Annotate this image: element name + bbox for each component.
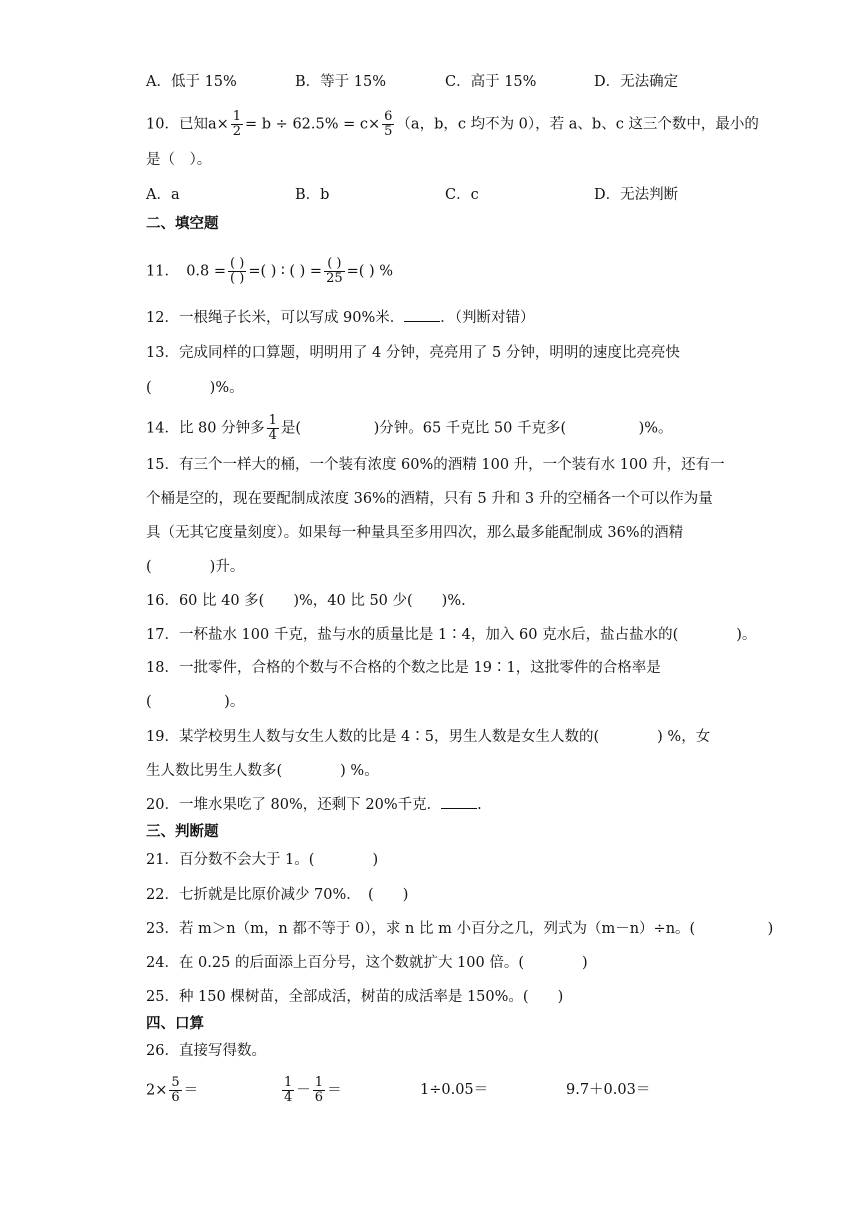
q18-line1: 18．一批零件，合格的个数与不合格的个数之比是 19∶1，这批零件的合格率是	[146, 660, 661, 676]
answer-blank[interactable]	[404, 309, 440, 322]
q15-line4: ( )升。	[146, 559, 245, 575]
q15-line3: 具（无其它度量刻度）。如果每一种量具至多用四次，那么最多能配制成 36%的酒精	[146, 525, 684, 541]
q26-e2-post: ＝	[327, 1082, 342, 1099]
q9-option-b: B．等于 15%	[295, 74, 386, 90]
q12-text: 12．一根绳子长米，可以写成 90%米．	[146, 310, 405, 326]
q10-option-b: B．b	[295, 187, 330, 203]
q26-title: 26．直接写得数。	[146, 1043, 266, 1059]
q26-e2-op: －	[296, 1082, 311, 1099]
section-heading-fill-blank: 二、填空题	[146, 216, 219, 232]
q19-line2: 生人数比男生人数多( ) %。	[146, 763, 379, 779]
q26-e1-num: 5	[171, 1075, 180, 1090]
question-14	[146, 414, 673, 443]
q10-f2-den: 5	[384, 124, 393, 139]
q11-f1-den: ( )	[230, 271, 245, 286]
q14-prefix: 14．比 80 分钟多	[146, 420, 265, 437]
q14-suffix: 是( )分钟。65 千克比 50 千克多( )%。	[280, 420, 673, 437]
q14-f-den: 4	[268, 428, 277, 443]
q20-tail: .	[477, 797, 482, 813]
q10-option-d: D．无法判断	[594, 187, 679, 203]
q10-mid: = b ÷ 62.5% = c×	[245, 116, 381, 133]
q26-e1-den: 6	[171, 1090, 180, 1105]
q15-line1: 15．有三个一样大的桶，一个装有浓度 60%的酒精 100 升，一个装有水 100 升，还有一	[146, 457, 725, 473]
q26-e1-pre: 2×	[146, 1082, 168, 1099]
q18-line2: ( )。	[146, 694, 245, 710]
question-12	[146, 308, 535, 328]
q15-line2: 个桶是空的，现在要配制成浓度 36%的酒精，只有 5 升和 3 升的空桶各一个可以作为量	[146, 491, 713, 507]
question-23: 23．若 m＞n（m，n 都不等于 0），求 n 比 m 小百分之几，列式为（m－n）÷n。( )	[146, 921, 774, 937]
question-22: 22．七折就是比原价减少 70%． ( )	[146, 887, 409, 903]
q13-line2: ( )%。	[146, 380, 244, 396]
q26-e2-fraction-2	[313, 1076, 325, 1105]
q26-e2-fraction-1	[282, 1076, 294, 1105]
q9-option-a: A．低于 15%	[146, 74, 237, 90]
q11-suffix: =( ) %	[346, 263, 394, 280]
q13-line1: 13．完成同样的口算题，明明用了 4 分钟，亮亮用了 5 分钟，明明的速度比亮亮快	[146, 345, 680, 361]
q19-line1: 19．某学校男生人数与女生人数的比是 4∶5，男生人数是女生人数的( ) %，女	[146, 729, 711, 745]
q10-line2: 是（ ）。	[146, 152, 212, 168]
q10-f1-den: 2	[232, 124, 242, 139]
q26-e1-post: ＝	[183, 1082, 199, 1099]
q10-fraction-1	[231, 110, 243, 139]
question-25: 25．种 150 棵树苗，全部成活，树苗的成活率是 150%。( )	[146, 989, 564, 1005]
q10-a: a×	[207, 116, 229, 133]
q26-expression-3: 1÷0.05＝	[420, 1082, 489, 1098]
q26-e2-d2: 6	[314, 1090, 324, 1105]
q26-e2-n1: 1	[284, 1075, 293, 1090]
question-11	[146, 257, 393, 286]
q11-f1-num: ( )	[230, 256, 245, 271]
q11-prefix: 11． 0.8 =	[146, 263, 227, 280]
q26-expression-1	[146, 1076, 198, 1105]
q10-f2-num: 6	[384, 109, 393, 124]
q26-expression-2	[280, 1076, 342, 1105]
q14-f-num: 1	[268, 413, 277, 428]
q26-e2-d1: 4	[284, 1090, 293, 1105]
q11-mid: =( ) ∶ ( ) =	[248, 263, 323, 280]
answer-blank[interactable]	[441, 796, 477, 809]
q10-option-c: C．c	[445, 187, 479, 203]
q9-option-d: D．无法确定	[594, 74, 679, 90]
q10-prefix: 10．已知	[146, 116, 208, 133]
question-10	[146, 110, 759, 139]
q10-f1-num: 1	[232, 109, 242, 124]
q11-f2-num: ( )	[324, 257, 345, 272]
question-20	[146, 795, 482, 815]
q12-tail: ．（判断对错）	[440, 310, 535, 326]
section-heading-mental-math: 四、口算	[146, 1016, 204, 1032]
q11-f2-den: 25	[326, 271, 343, 286]
q10-fraction-2	[382, 110, 394, 139]
question-17: 17．一杯盐水 100 千克，盐与水的质量比是 1∶4，加入 60 克水后，盐占盐水的( )。	[146, 627, 757, 643]
q11-fraction-1	[228, 257, 246, 286]
q14-fraction	[267, 414, 279, 443]
q26-e1-fraction	[169, 1076, 181, 1105]
q20-text: 20．一堆水果吃了 80%，还剩下 20%千克．	[146, 797, 442, 813]
q26-expression-4: 9.7＋0.03＝	[566, 1082, 651, 1098]
q10-suffix: （a，b，c 均不为 0），若 a、b、c 这三个数中，最小的	[396, 116, 759, 133]
question-21: 21．百分数不会大于 1。( )	[146, 852, 379, 868]
q9-option-c: C．高于 15%	[445, 74, 537, 90]
question-16: 16．60 比 40 多( )%，40 比 50 少( )%.	[146, 593, 466, 609]
question-24: 24．在 0.25 的后面添上百分号，这个数就扩大 100 倍。( )	[146, 955, 588, 971]
section-heading-judgement: 三、判断题	[146, 824, 219, 840]
q11-fraction-2	[324, 257, 345, 286]
q26-e2-n2: 1	[314, 1075, 324, 1090]
q10-option-a: A．a	[146, 187, 180, 203]
